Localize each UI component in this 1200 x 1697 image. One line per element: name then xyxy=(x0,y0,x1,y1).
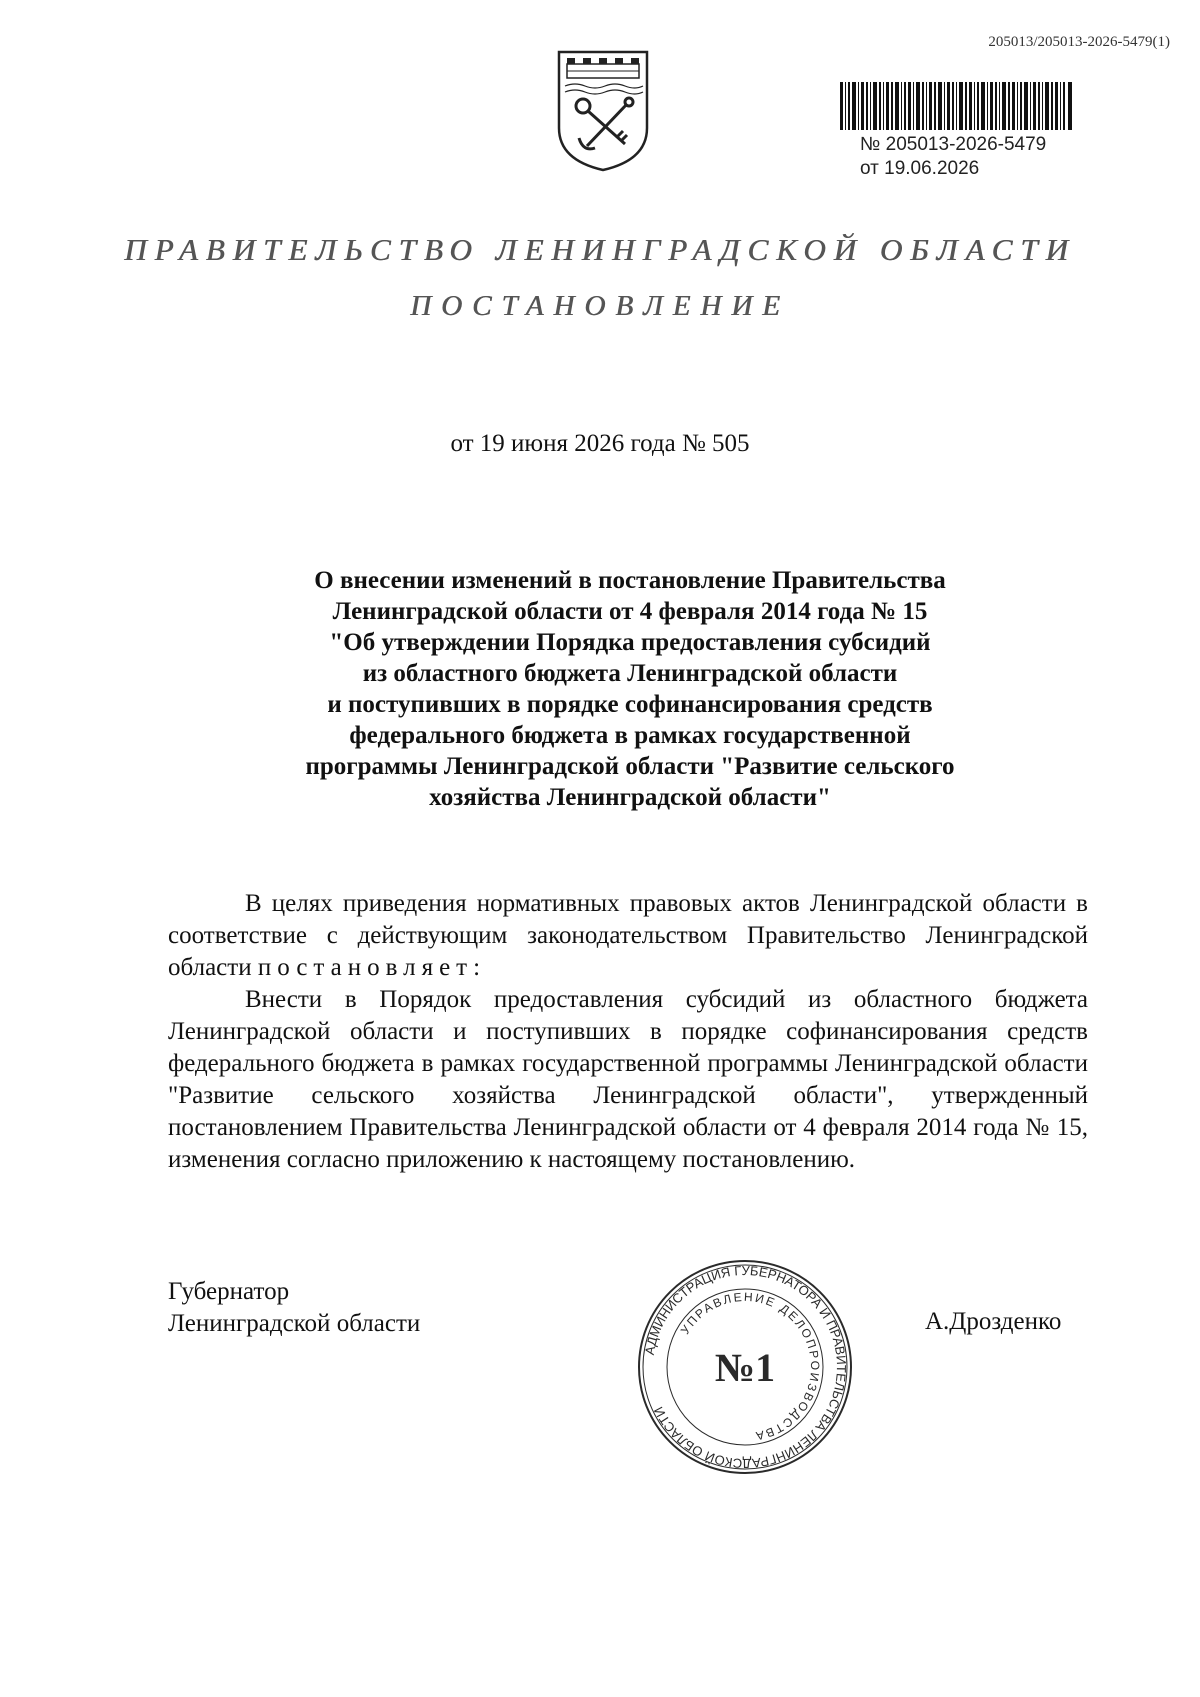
title-line: из областного бюджета Ленинградской области xyxy=(362,660,898,687)
title-line: Ленинградской области от 4 февраля 2014 года № 15 xyxy=(332,598,928,625)
signatory-role-line: Ленинградской области xyxy=(168,1310,421,1337)
paragraph-text: В целях приведения нормативных правовых актов Ленинградской области в соответствие с действующим законодательством Правительство Ленинградской области xyxy=(168,890,1088,981)
signatory-role xyxy=(168,1276,420,1340)
signatory-role-line: Губернатор xyxy=(168,1278,290,1305)
document-reference: 205013/205013-2026-5479(1) xyxy=(988,34,1170,50)
body-paragraph-1 xyxy=(168,888,1088,984)
coat-of-arms-icon xyxy=(555,48,651,174)
seal-outer-text: АДМИНИСТРАЦИЯ ГУБЕРНАТОРА И ПРАВИТЕЛЬСТВА ЛЕНИНГРАДСКОЙ ОБЛАСТИ xyxy=(641,1262,850,1472)
registration-date: от 19.06.2026 xyxy=(860,158,980,179)
document-body xyxy=(168,888,1088,1176)
title-line: программы Ленинградской области "Развитие сельского xyxy=(305,753,955,780)
seal-number: №1 xyxy=(714,1345,776,1390)
signatory-name: А.Дрозденко xyxy=(925,1308,1062,1335)
document-date-number: от 19 июня 2026 года № 505 xyxy=(450,430,750,457)
title-line: федерального бюджета в рамках государственной xyxy=(349,722,911,749)
title-line: и поступивших в порядке софинансирования средств xyxy=(327,691,933,718)
barcode-icon xyxy=(840,82,1072,130)
resolution-verb: постановляет: xyxy=(257,954,487,981)
registration-number: № 205013-2026-5479 xyxy=(860,134,1047,155)
issuer-heading: ПРАВИТЕЛЬСТВО ЛЕНИНГРАДСКОЙ ОБЛАСТИ xyxy=(124,232,1076,267)
title-line: хозяйства Ленинградской области" xyxy=(429,784,831,811)
official-seal-icon xyxy=(635,1257,855,1477)
body-paragraph-2: Внести в Порядок предоставления субсидий из областного бюджета Ленинградской области и поступивших в порядке софинансирования средств федерального бюджета в рамках государственной программы Ленинградской области "Развитие сельского хозяйства Ленинградской области", утвержденный постановлением Правительства Ленинградской области от 4 февраля 2014 года № 15, изменения согласно приложению к настоящему постановлению. xyxy=(168,986,1088,1173)
title-line: О внесении изменений в постановление Правительства xyxy=(314,567,946,594)
document-type-heading: ПОСТАНОВЛЕНИЕ xyxy=(410,290,790,322)
title-line: "Об утверждении Порядка предоставления субсидий xyxy=(329,629,931,656)
seal-inner-text: УПРАВЛЕНИЕ ДЕЛОПРОИЗВОДСТВА xyxy=(677,1289,823,1444)
document-title xyxy=(210,565,1050,813)
